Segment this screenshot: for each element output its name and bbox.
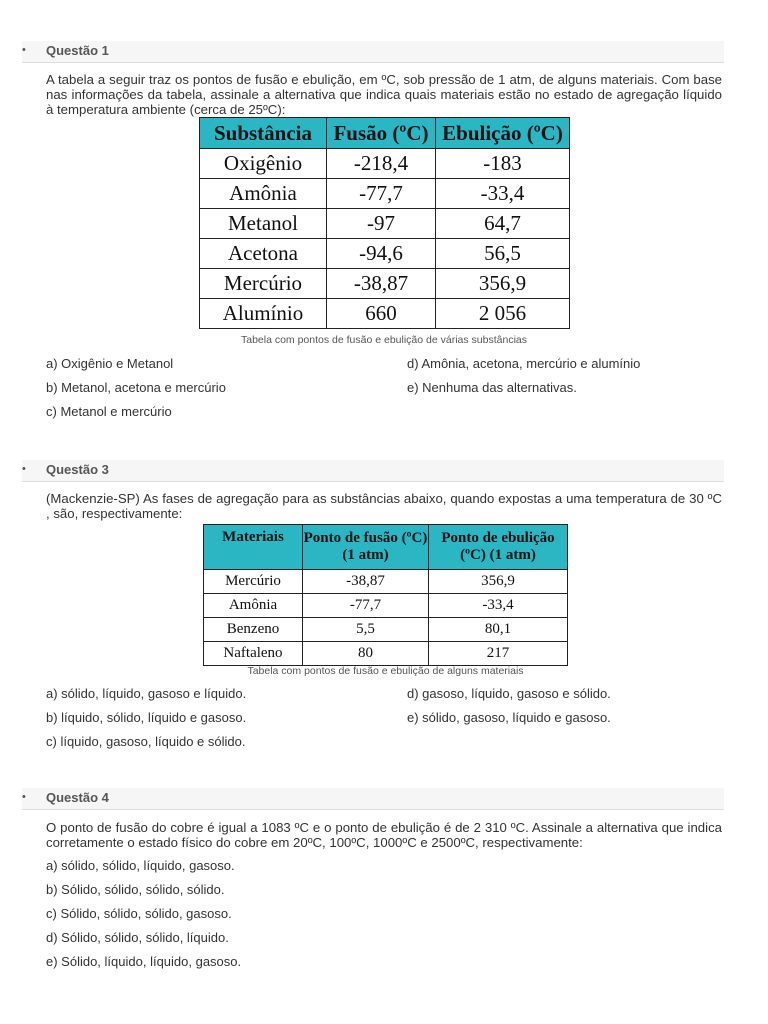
table-row xyxy=(200,209,570,239)
table-cell: -77,7 xyxy=(327,179,436,209)
table-cell: Naftaleno xyxy=(204,642,303,666)
question-4-title: Questão 4 xyxy=(46,790,109,805)
question-4-header xyxy=(22,788,724,810)
table-cell: Oxigênio xyxy=(200,149,327,179)
question-3-statement: (Mackenzie-SP) As fases de agregação para as substâncias abaixo, quando expostas a uma temperatura de 30 ºC , são, respectivamente: xyxy=(46,491,722,521)
table-header-cell: Ebulição (ºC) xyxy=(436,118,570,149)
option-e: e) Sólido, líquido, líquido, gasoso. xyxy=(46,954,242,969)
table-header-cell: Fusão (ºC) xyxy=(327,118,436,149)
table-row xyxy=(200,149,570,179)
table-cell: -77,7 xyxy=(303,594,429,618)
table-cell: 64,7 xyxy=(436,209,570,239)
option-e: e) sólido, gasoso, líquido e gasoso. xyxy=(407,710,611,725)
table-cell: 80 xyxy=(303,642,429,666)
question-3-caption: Tabela com pontos de fusão e ebulição de alguns materiais xyxy=(247,665,524,677)
table-header-cell: Ponto de fusão (ºC) (1 atm) xyxy=(303,525,429,570)
table-cell: -38,87 xyxy=(303,570,429,594)
table-cell: 217 xyxy=(429,642,568,666)
table-cell: 356,9 xyxy=(429,570,568,594)
question-1-header xyxy=(22,41,724,63)
table-cell: -38,87 xyxy=(327,269,436,299)
table-cell: 80,1 xyxy=(429,618,568,642)
table-cell: 56,5 xyxy=(436,239,570,269)
table-row xyxy=(204,642,568,666)
table-header-row xyxy=(204,525,568,570)
option-a: a) sólido, sólido, líquido, gasoso. xyxy=(46,858,235,873)
table-row xyxy=(200,269,570,299)
question-1-caption: Tabela com pontos de fusão e ebulição de várias substâncias xyxy=(240,334,527,346)
table-cell: Alumínio xyxy=(200,299,327,329)
table-cell: -94,6 xyxy=(327,239,436,269)
table-row xyxy=(204,618,568,642)
question-3-header xyxy=(22,460,724,482)
table-cell: Amônia xyxy=(204,594,303,618)
table-row xyxy=(200,299,570,329)
question-4-statement: O ponto de fusão do cobre é igual a 1083 ºC e o ponto de ebulição é de 2 310 ºC. Assinale a alternativa que indica corretamente o estado físico do cobre em 20ºC, 100ºC, 1000ºC e 2500ºC, respectivamente: xyxy=(46,820,722,850)
option-e: e) Nenhuma das alternativas. xyxy=(407,380,577,395)
table-cell: -183 xyxy=(436,149,570,179)
table-cell: 2 056 xyxy=(436,299,570,329)
option-c: c) Sólido, sólido, sólido, gasoso. xyxy=(46,906,232,921)
table-header-cell: Substância xyxy=(200,118,327,149)
table-cell: 660 xyxy=(327,299,436,329)
question-3-title: Questão 3 xyxy=(46,462,109,477)
table-cell: Benzeno xyxy=(204,618,303,642)
table-cell: 356,9 xyxy=(436,269,570,299)
table-cell: -33,4 xyxy=(429,594,568,618)
table-row xyxy=(204,570,568,594)
table-cell: Amônia xyxy=(200,179,327,209)
table-cell: -97 xyxy=(327,209,436,239)
table-row xyxy=(204,594,568,618)
option-a: a) sólido, líquido, gasoso e líquido. xyxy=(46,686,247,701)
table-cell: Mercúrio xyxy=(204,570,303,594)
bullet-icon: • xyxy=(22,44,26,56)
table-header-cell: Ponto de ebulição (ºC) (1 atm) xyxy=(429,525,568,570)
table-cell: -33,4 xyxy=(436,179,570,209)
option-b: b) Sólido, sólido, sólido, sólido. xyxy=(46,882,225,897)
option-b: b) líquido, sólido, líquido e gasoso. xyxy=(46,710,247,725)
question-3-table xyxy=(203,524,568,666)
option-c: c) Metanol e mercúrio xyxy=(46,404,172,419)
table-cell: Metanol xyxy=(200,209,327,239)
table-cell: Mercúrio xyxy=(200,269,327,299)
table-cell: 5,5 xyxy=(303,618,429,642)
option-b: b) Metanol, acetona e mercúrio xyxy=(46,380,226,395)
option-d: d) gasoso, líquido, gasoso e sólido. xyxy=(407,686,611,701)
option-d: d) Sólido, sólido, sólido, líquido. xyxy=(46,930,229,945)
option-d: d) Amônia, acetona, mercúrio e alumínio xyxy=(407,356,641,371)
bullet-icon: • xyxy=(22,463,26,475)
bullet-icon: • xyxy=(22,791,26,803)
table-header-cell: Materiais xyxy=(204,525,303,570)
table-cell: -218,4 xyxy=(327,149,436,179)
option-a: a) Oxigênio e Metanol xyxy=(46,356,174,371)
question-1-title: Questão 1 xyxy=(46,43,109,58)
question-1-statement: A tabela a seguir traz os pontos de fusão e ebulição, em ºC, sob pressão de 1 atm, de alguns materiais. Com base nas informações da tabela, assinale a alternativa que indica quais materiais estão no estado de agregação líquido à temperatura ambiente (cerca de 25ºC): xyxy=(46,72,722,117)
table-row xyxy=(200,179,570,209)
table-cell: Acetona xyxy=(200,239,327,269)
option-c: c) líquido, gasoso, líquido e sólido. xyxy=(46,734,246,749)
question-1-table xyxy=(199,117,570,329)
table-header-row xyxy=(200,118,570,149)
table-row xyxy=(200,239,570,269)
